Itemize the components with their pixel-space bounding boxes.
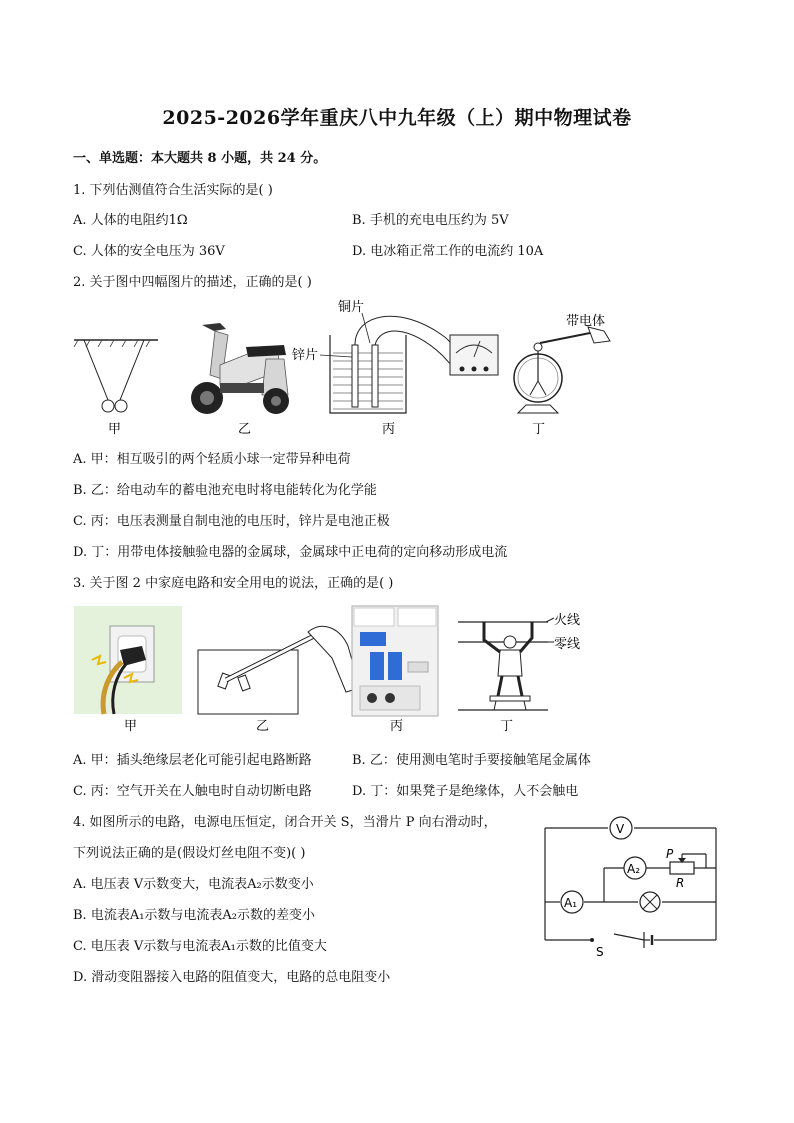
voltmeter-label: V bbox=[616, 822, 625, 836]
hanging-balls-figure bbox=[74, 340, 158, 412]
q4-option-a: A. 电压表 V示数变大，电流表A₂示数变小 bbox=[73, 877, 314, 892]
lamp-symbol bbox=[640, 892, 660, 912]
q4-option-b: B. 电流表A₁示数与电流表A₂示数的差变小 bbox=[73, 908, 316, 923]
fig2-label-bing: 丙 bbox=[382, 422, 396, 437]
fig3-label-ding: 丁 bbox=[500, 719, 514, 734]
q1-option-a: A. 人体的电阻约1Ω bbox=[73, 213, 188, 228]
neutral-wire-label: 零线 bbox=[554, 637, 581, 652]
q4-circuit-diagram bbox=[540, 814, 722, 960]
fig3-label-yi: 乙 bbox=[256, 719, 270, 734]
fig3-label-jia: 甲 bbox=[124, 719, 138, 734]
electroscope-figure bbox=[514, 327, 610, 413]
q4-option-d: D. 滑动变阻器接入电路的阻值变大，电路的总电阻变小 bbox=[73, 970, 391, 985]
q3-option-c: C. 丙：空气开关在人触电时自动切断电路 bbox=[73, 784, 312, 799]
section-heading: 一、单选题：本大题共 8 小题，共 24 分。 bbox=[73, 151, 327, 166]
rheostat-symbol bbox=[670, 862, 694, 874]
rheostat-r-label: R bbox=[676, 876, 685, 890]
test-pen-figure bbox=[198, 626, 360, 714]
q3-option-b: B. 乙：使用测电笔时手要接触笔尾金属体 bbox=[352, 753, 591, 768]
ammeter-a1-label: A₁ bbox=[564, 896, 578, 910]
person-on-stool-figure bbox=[458, 618, 554, 710]
q4-stem-line2: 下列说法正确的是(假设灯丝电阻不变)( ) bbox=[73, 846, 306, 861]
q2-option-b: B. 乙：给电动车的蓄电池充电时将电能转化为化学能 bbox=[73, 483, 377, 498]
slider-p-label: P bbox=[666, 847, 674, 861]
q1-stem: 1. 下列估测值符合生活实际的是( ) bbox=[73, 183, 273, 198]
q1-option-b: B. 手机的充电电压约为 5V bbox=[352, 213, 509, 228]
page-title: 2025-2026学年重庆八中九年级（上）期中物理试卷 bbox=[162, 107, 632, 129]
air-circuit-breaker-image bbox=[352, 606, 438, 716]
copper-label: 铜片 bbox=[338, 300, 365, 315]
q4-stem-line1: 4. 如图所示的电路，电源电压恒定，闭合开关 S，当滑片 P 向右滑动时， bbox=[73, 815, 497, 830]
q1-option-c: C. 人体的安全电压为 36V bbox=[73, 244, 225, 259]
fig3-label-bing: 丙 bbox=[390, 719, 404, 734]
fig2-label-ding: 丁 bbox=[532, 422, 546, 437]
q2-option-d: D. 丁：用带电体接触验电器的金属球，金属球中正电荷的定向移动形成电流 bbox=[73, 545, 508, 560]
ammeter-a2-label: A₂ bbox=[627, 862, 641, 876]
voltaic-cell-figure bbox=[330, 316, 498, 413]
electric-scooter-image bbox=[191, 323, 289, 414]
q2-figure bbox=[70, 295, 630, 440]
switch-s-label: S bbox=[596, 945, 604, 959]
q2-stem: 2. 关于图中四幅图片的描述，正确的是( ) bbox=[73, 275, 312, 290]
q3-stem: 3. 关于图 2 中家庭电路和安全用电的说法，正确的是( ) bbox=[73, 576, 394, 591]
q2-option-a: A. 甲：相互吸引的两个轻质小球一定带异种电荷 bbox=[73, 452, 351, 467]
fig2-label-yi: 乙 bbox=[238, 422, 252, 437]
fig2-label-jia: 甲 bbox=[108, 422, 122, 437]
charged-body-label: 带电体 bbox=[566, 314, 606, 329]
q3-option-a: A. 甲：插头绝缘层老化可能引起电路断路 bbox=[73, 753, 312, 768]
damaged-plug-image bbox=[74, 606, 182, 714]
q3-option-d: D. 丁：如果凳子是绝缘体，人不会触电 bbox=[352, 784, 579, 799]
q2-option-c: C. 丙：电压表测量自制电池的电压时，锌片是电池正极 bbox=[73, 514, 390, 529]
q3-figure bbox=[70, 602, 630, 737]
q4-option-c: C. 电压表 V示数与电流表A₁示数的比值变大 bbox=[73, 939, 327, 954]
zinc-label: 锌片 bbox=[292, 348, 319, 363]
q1-option-d: D. 电冰箱正常工作的电流约 10A bbox=[352, 244, 544, 259]
live-wire-label: 火线 bbox=[554, 613, 581, 628]
